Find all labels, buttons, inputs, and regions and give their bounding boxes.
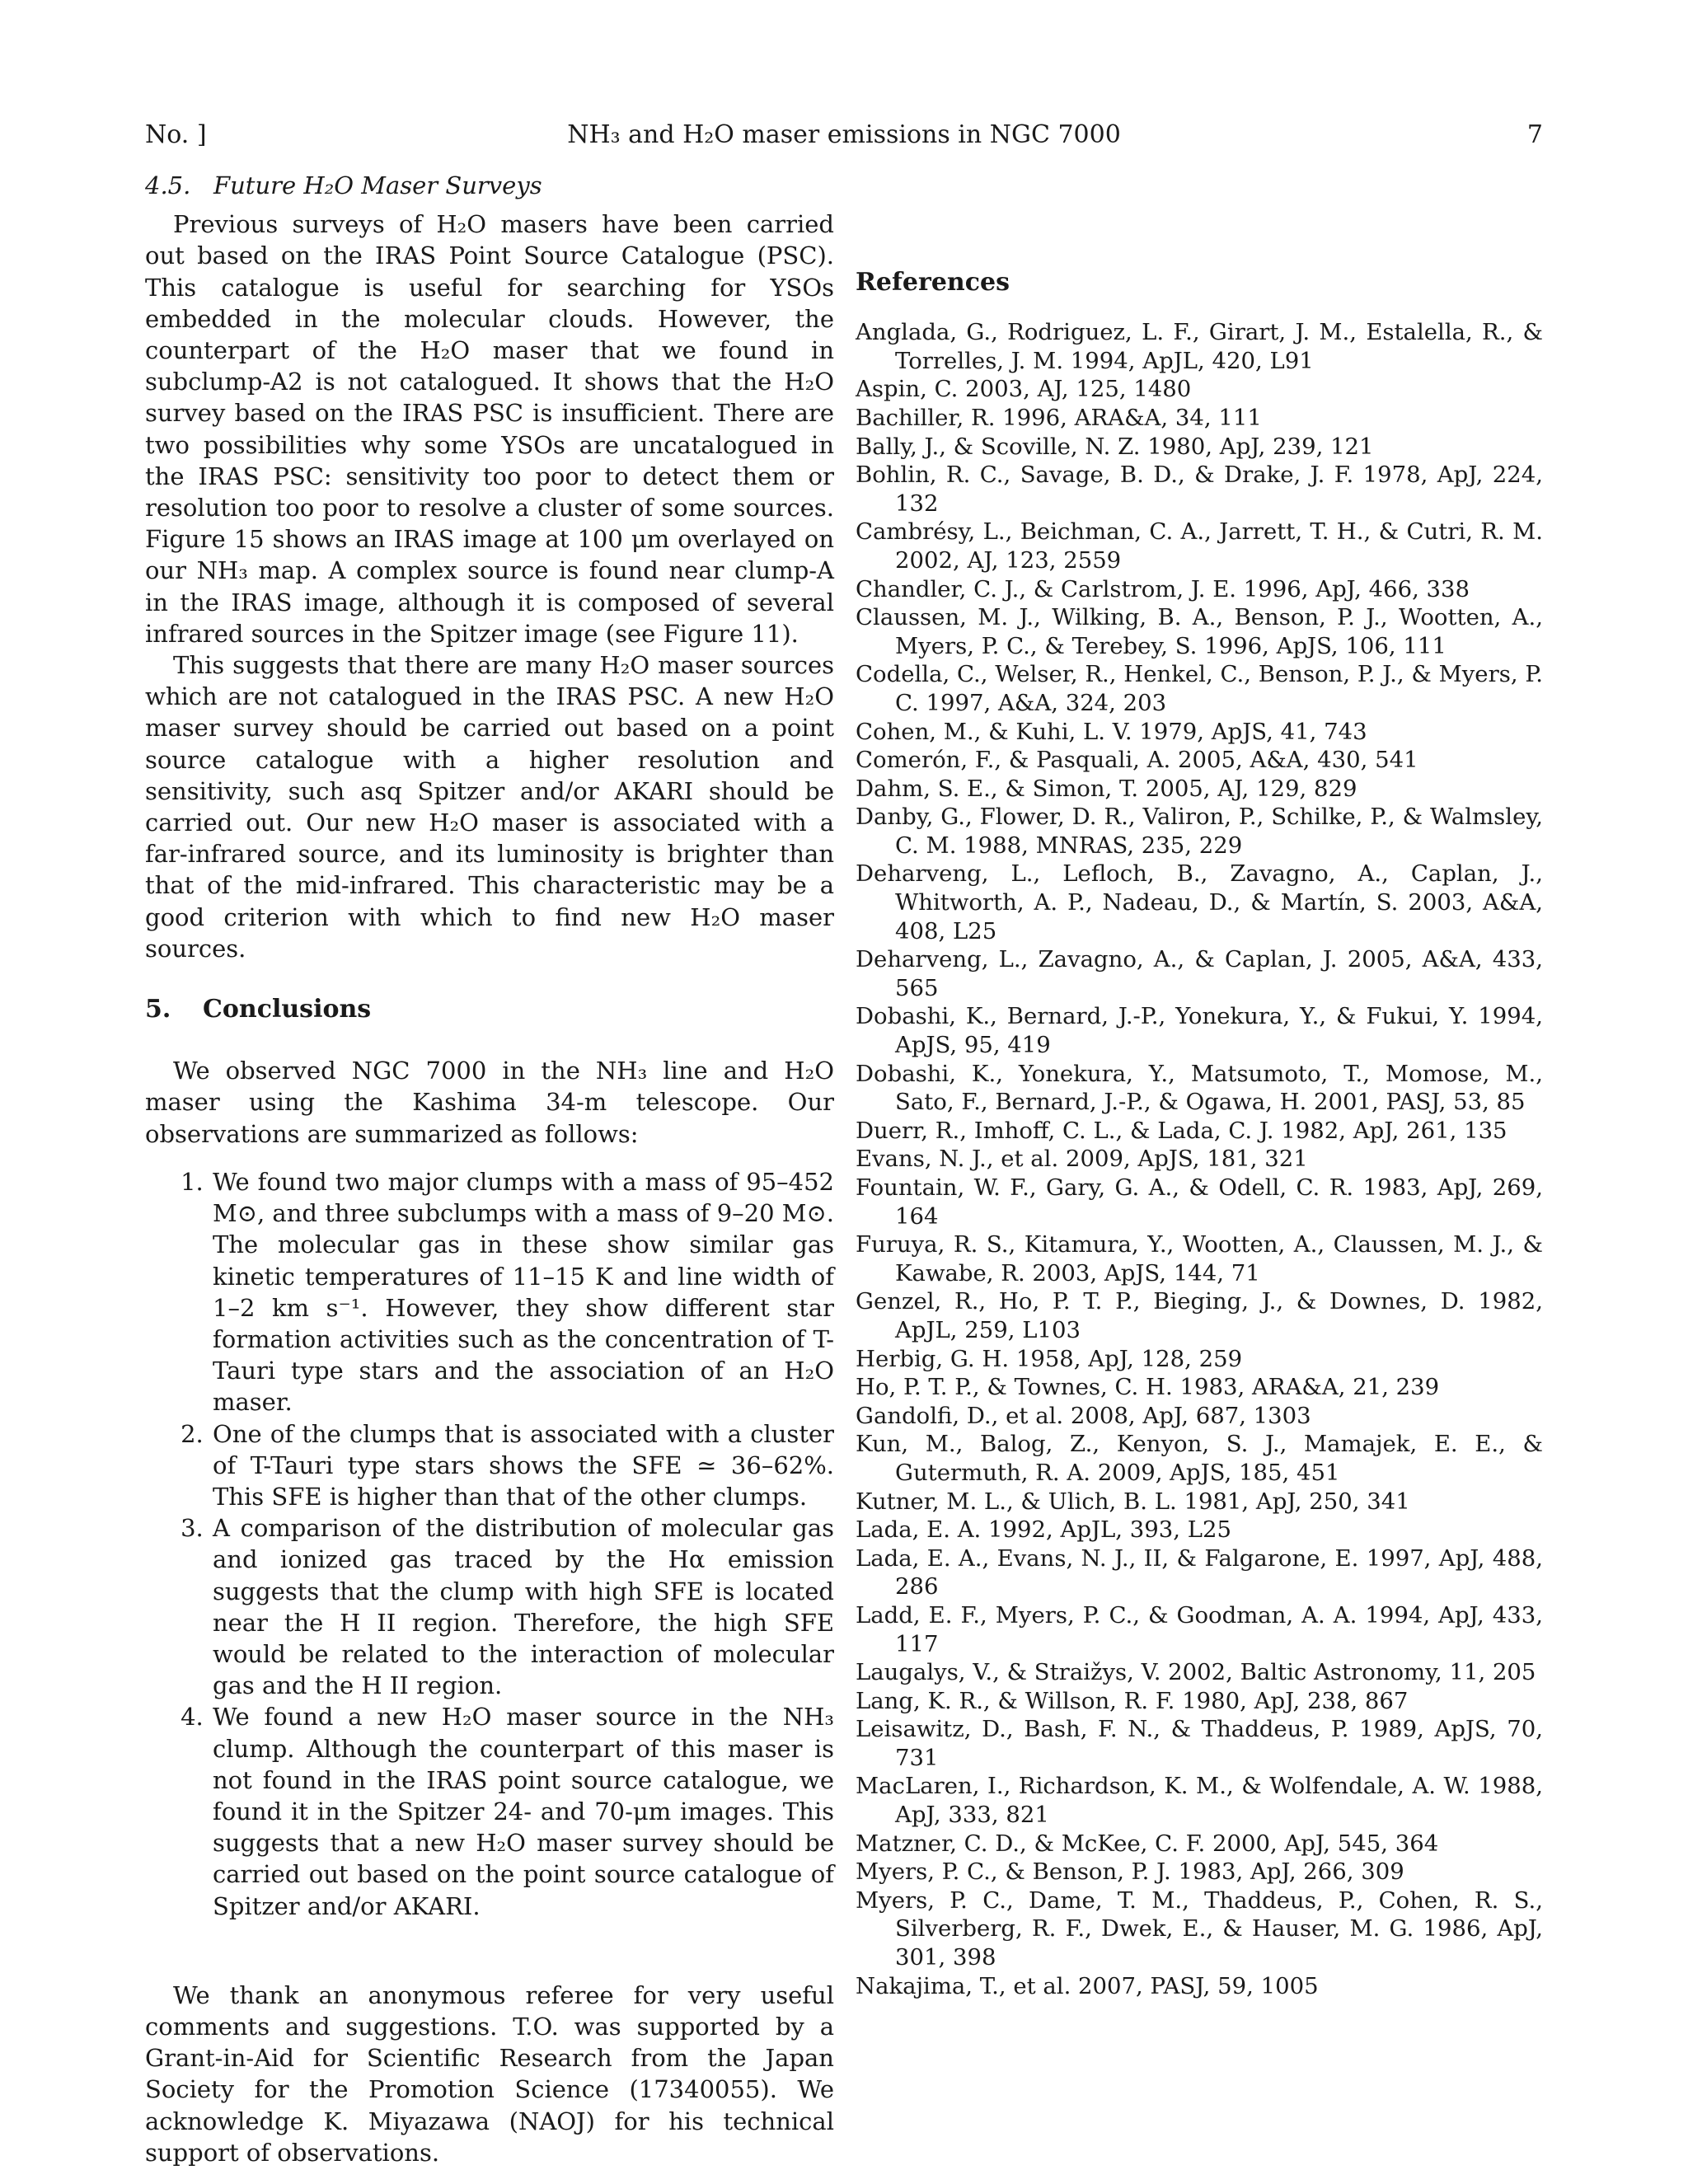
reference-entry: Fountain, W. F., Gary, G. A., & Odell, C. R. 1983, ApJ, 269, 164: [856, 1174, 1543, 1230]
subsection-title: Future H₂O Maser Surveys: [213, 171, 542, 199]
reference-entry: Lada, E. A., Evans, N. J., II, & Falgarone, E. 1997, ApJ, 488, 286: [856, 1544, 1543, 1601]
reference-entry: Matzner, C. D., & McKee, C. F. 2000, ApJ, 545, 364: [856, 1830, 1439, 1857]
section-heading-conclusions: [145, 994, 834, 1025]
reference-entry: Lada, E. A. 1992, ApJL, 393, L25: [856, 1516, 1231, 1544]
reference-entry: Myers, P. C., Dame, T. M., Thaddeus, P., Cohen, R. S., Silverberg, R. F., Dwek, E., & Hauser, M. G. 1986, ApJ, 301, 398: [856, 1886, 1543, 1971]
reference-entry: Bally, J., & Scoville, N. Z. 1980, ApJ, 239, 121: [856, 433, 1374, 460]
subsection-heading-4-5: [145, 170, 834, 201]
reference-entry: Nakajima, T., et al. 2007, PASJ, 59, 1005: [856, 1972, 1319, 1999]
reference-entry: Cohen, M., & Kuhi, L. V. 1979, ApJS, 41, 743: [856, 718, 1367, 745]
reference-entry: Ho, P. T. P., & Townes, C. H. 1983, ARA&A, 21, 239: [856, 1374, 1440, 1401]
page-number: 7: [1526, 120, 1543, 149]
header-title: NH₃ and H₂O maser emissions in NGC 7000: [567, 120, 1121, 149]
conclusion-item-1: 1. We found two major clumps with a mass of 95–452 M⊙, and three subclumps with a mass of 9–20 M⊙. The molecular gas in these show similar gas kinetic temperatures of 11–15 K and line width of 1–2 km s⁻¹. However, they show different star formation activities such as the concentration of T-Tauri type stars and the association of an H₂O maser.: [211, 1166, 834, 1418]
conclusions-list: [145, 1166, 834, 1922]
reference-entry: Codella, C., Welser, R., Henkel, C., Benson, P. J., & Myers, P. C. 1997, A&A, 324, 203: [856, 661, 1543, 716]
reference-entry: Leisawitz, D., Bash, F. N., & Thaddeus, P. 1989, ApJS, 70, 731: [856, 1716, 1543, 1771]
conclusion-item-2: 2. One of the clumps that is associated with a cluster of T-Tauri type stars shows the SFE ≃ 36–62%. This SFE is higher than that of the other clumps.: [211, 1418, 834, 1513]
paragraph-new-survey: This suggests that there are many H₂O maser sources which are not catalogued in the IRAS PSC. A new H₂O maser survey should be carried out based on a point source catalogue with a higher resolution and sensitivity, such asq Spitzer and/or AKARI should be carried out. Our new H₂O maser is associated with a far-infrared source, and its luminosity is brighter than that of the mid-infrared. This characteristic may be a good criterion with which to find new H₂O maser sources.: [145, 651, 834, 963]
reference-entry: Danby, G., Flower, D. R., Valiron, P., Schilke, P., & Walmsley, C. M. 1988, MNRAS, 235, 229: [856, 804, 1543, 859]
reference-entry: Bachiller, R. 1996, ARA&A, 34, 111: [856, 404, 1262, 431]
reference-entry: Dobashi, K., Bernard, J.-P., Yonekura, Y., & Fukui, Y. 1994, ApJS, 95, 419: [856, 1003, 1543, 1059]
reference-entry: Kun, M., Balog, Z., Kenyon, S. J., Mamajek, E. E., & Gutermuth, R. A. 2009, ApJS, 185, 451: [856, 1431, 1543, 1486]
left-column: [145, 170, 834, 2168]
paragraph-previous-surveys: Previous surveys of H₂O masers have been carried out based on the IRAS Point Source Catalogue (PSC). This catalogue is useful for searching for YSOs embedded in the molecular clouds. However, the counterpart of the H₂O maser that we found in subclump-A2 is not catalogued. It shows that the H₂O survey based on the IRAS PSC is insufficient. There are two possibilities why some YSOs are uncatalogued in the IRAS PSC: sensitivity too poor to detect them or resolution too poor to resolve a cluster of some sources. Figure 15 shows an IRAS image at 100 μm overlayed on our NH₃ map. A complex source is found near clump-A in the IRAS image, although it is composed of several infrared sources in the Spitzer image (see Figure 11).: [145, 210, 834, 648]
reference-entry: Aspin, C. 2003, AJ, 125, 1480: [856, 376, 1192, 403]
reference-entry: Comerón, F., & Pasquali, A. 2005, A&A, 430, 541: [856, 747, 1418, 774]
running-header: [145, 117, 1543, 153]
reference-entry: MacLaren, I., Richardson, K. M., & Wolfendale, A. W. 1988, ApJ, 333, 821: [856, 1773, 1543, 1829]
reference-entry: Duerr, R., Imhoff, C. L., & Lada, C. J. 1982, ApJ, 261, 135: [856, 1117, 1507, 1144]
reference-entry: Myers, P. C., & Benson, P. J. 1983, ApJ, 266, 309: [856, 1858, 1404, 1886]
section-title: Conclusions: [203, 995, 372, 1024]
reference-list: [856, 318, 1543, 2000]
reference-entry: Genzel, R., Ho, P. T. P., Bieging, J., & Downes, D. 1982, ApJL, 259, L103: [856, 1288, 1543, 1343]
reference-entry: Chandler, C. J., & Carlstrom, J. E. 1996, ApJ, 466, 338: [856, 575, 1470, 602]
reference-entry: Ladd, E. F., Myers, P. C., & Goodman, A. A. 1994, ApJ, 433, 117: [856, 1601, 1543, 1657]
reference-entry: Dobashi, K., Yonekura, Y., Matsumoto, T., Momose, M., Sato, F., Bernard, J.-P., & Ogawa, H. 2001, PASJ, 53, 85: [856, 1060, 1543, 1116]
reference-entry: Bohlin, R. C., Savage, B. D., & Drake, J. F. 1978, ApJ, 224, 132: [856, 462, 1543, 517]
references-heading: References: [856, 268, 1010, 297]
reference-entry: Laugalys, V., & Straižys, V. 2002, Baltic Astronomy, 11, 205: [856, 1659, 1536, 1686]
section-number: 5.: [145, 995, 171, 1024]
conclusion-item-3: 3. A comparison of the distribution of molecular gas and ionized gas traced by the Hα emission suggests that the clump with high SFE is located near the H II region. Therefore, the high SFE would be related to the interaction of molecular gas and the H II region.: [211, 1512, 834, 1701]
reference-entry: Kutner, M. L., & Ulich, B. L. 1981, ApJ, 250, 341: [856, 1488, 1410, 1515]
reference-entry: Lang, K. R., & Willson, R. F. 1980, ApJ, 238, 867: [856, 1687, 1409, 1714]
reference-entry: Evans, N. J., et al. 2009, ApJS, 181, 321: [856, 1146, 1308, 1173]
reference-entry: Gandolfi, D., et al. 2008, ApJ, 687, 1303: [856, 1402, 1311, 1429]
conclusion-item-4: 4. We found a new H₂O maser source in the NH₃ clump. Although the counterpart of this maser is not found in the IRAS point source catalogue, we found it in the Spitzer 24- and 70-μm images. This suggests that a new H₂O maser survey should be carried out based on the point source catalogue of Spitzer and/or AKARI.: [211, 1701, 834, 1921]
reference-entry: Dahm, S. E., & Simon, T. 2005, AJ, 129, 829: [856, 775, 1357, 802]
reference-entry: Cambrésy, L., Beichman, C. A., Jarrett, T. H., & Cutri, R. M. 2002, AJ, 123, 2559: [856, 518, 1543, 574]
header-volume-placeholder: No. ]: [145, 120, 207, 149]
reference-entry: Deharveng, L., Lefloch, B., Zavagno, A., Caplan, J., Whitworth, A. P., Nadeau, D., & Martín, S. 2003, A&A, 408, L25: [856, 860, 1543, 944]
reference-entry: Deharveng, L., Zavagno, A., & Caplan, J. 2005, A&A, 433, 565: [856, 946, 1543, 1001]
reference-entry: Furuya, R. S., Kitamura, Y., Wootten, A., Claussen, M. J., & Kawabe, R. 2003, ApJS, 144, 71: [856, 1231, 1543, 1286]
reference-entry: Herbig, G. H. 1958, ApJ, 128, 259: [856, 1345, 1243, 1372]
acknowledgment-paragraph: We thank an anonymous referee for very useful comments and suggestions. T.O. was supported by a Grant-in-Aid for Scientific Research from the Japan Society for the Promotion Science (17340055). We acknowledge K. Miyazawa (NAOJ) for his technical support of observations.: [145, 1980, 834, 2167]
right-column: [856, 170, 1543, 2000]
reference-entry: Anglada, G., Rodriguez, L. F., Girart, J. M., Estalella, R., & Torrelles, J. M. 1994, ApJL, 420, L91: [856, 319, 1543, 374]
subsection-number: 4.5.: [145, 171, 191, 199]
reference-entry: Claussen, M. J., Wilking, B. A., Benson, P. J., Wootten, A., Myers, P. C., & Terebey, S. 1996, ApJS, 106, 111: [856, 604, 1543, 659]
conclusions-intro: We observed NGC 7000 in the NH₃ line and H₂O maser using the Kashima 34-m telescope. Our observations are summarized as follows:: [145, 1057, 834, 1148]
